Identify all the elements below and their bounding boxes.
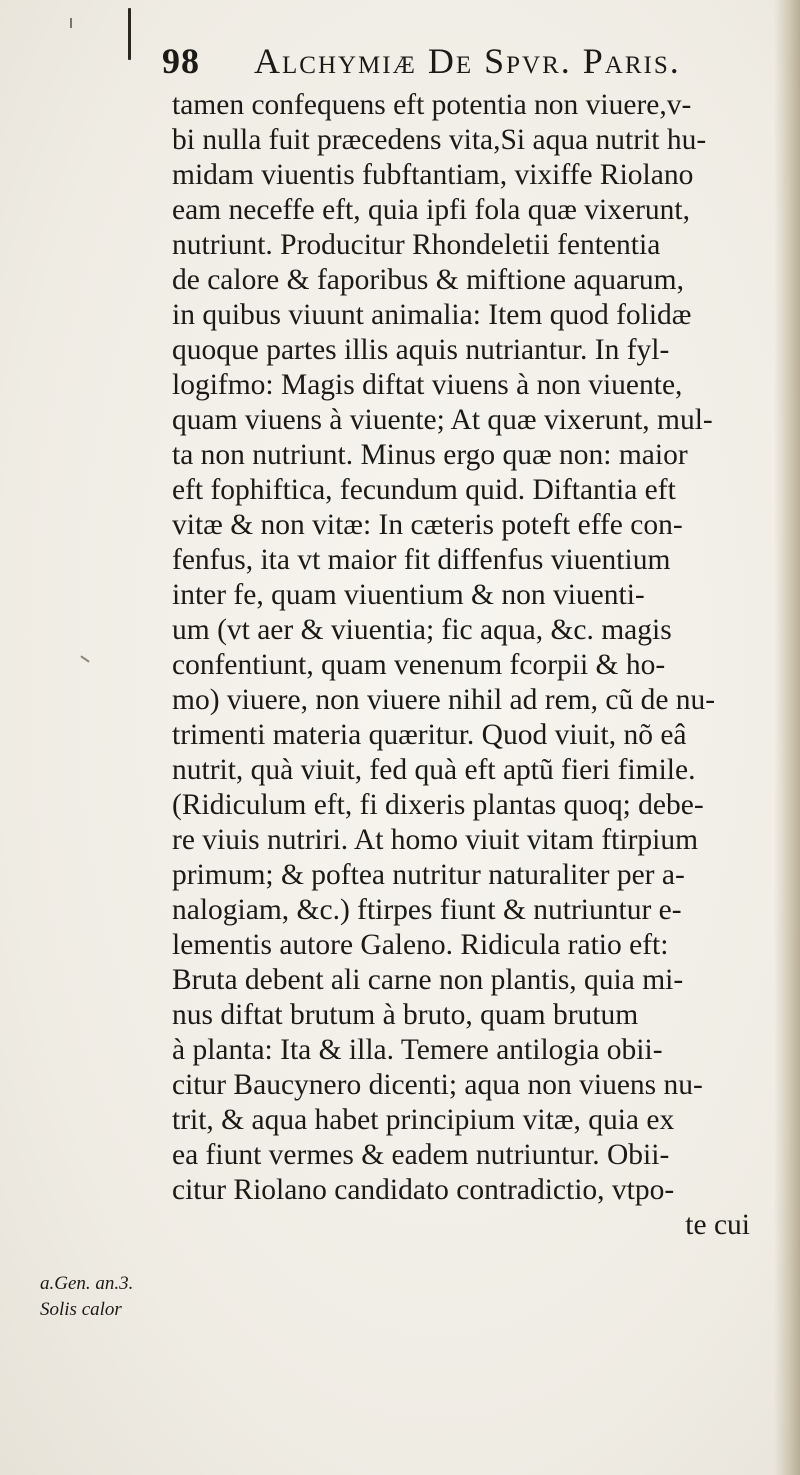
running-title: Alchymiæ De Spvr. Paris. — [254, 41, 681, 81]
running-header — [162, 40, 762, 86]
page-number: 98 — [162, 41, 200, 81]
text-line: inter fe, quam viuentium & non viuenti- — [172, 579, 645, 611]
text-line: vitæ & non vitæ: In cæteris poteft effe con- — [172, 509, 683, 541]
text-line: quoque partes illis aquis nutriantur. In fyl- — [172, 334, 670, 366]
text-line: in quibus viuunt animalia: Item quod folidæ — [172, 299, 692, 331]
text-line: de calore & faporibus & miftione aquarum, — [172, 264, 684, 296]
text-line: primum; & poftea nutritur naturaliter per a- — [172, 859, 685, 891]
text-line: confentiunt, quam venenum fcorpii & ho- — [172, 649, 666, 681]
binding-mark — [128, 8, 131, 60]
text-line: re viuis nutriri. At homo viuit vitam ftirpium — [172, 824, 699, 856]
margin-note-topic: Solis calor — [40, 1299, 122, 1320]
text-line: à planta: Ita & illa. Temere antilogia obii- — [172, 1034, 663, 1066]
text-line: logifmo: Magis diftat viuens à non viuente, — [172, 369, 683, 401]
text-line: citur Baucynero dicenti; aqua non viuens nu- — [172, 1069, 703, 1101]
text-line: (Ridiculum eft, fi dixeris plantas quoq; debe- — [172, 789, 704, 821]
body-text — [172, 88, 772, 1243]
text-line: trimenti materia quæritur. Quod viuit, nõ eâ — [172, 719, 687, 751]
text-line: trit, & aqua habet principium vitæ, quia ex — [172, 1104, 675, 1136]
text-line: nus diftat brutum à bruto, quam brutum — [172, 999, 639, 1031]
margin-tick — [80, 655, 89, 662]
text-line: ta non nutriunt. Minus ergo quæ non: maior — [172, 439, 688, 471]
text-line: nutrit, quà viuit, fed quà eft aptũ fieri fimile. — [172, 754, 696, 786]
text-line: eam neceffe eft, quia ipfi fola quæ vixerunt, — [172, 194, 690, 226]
text-line: citur Riolano candidato contradictio, vtpo- — [172, 1174, 675, 1206]
text-line: ea fiunt vermes & eadem nutriuntur. Obii- — [172, 1139, 670, 1171]
margin-note-reference: a.Gen. an.3. — [40, 1273, 134, 1294]
text-line: quam viuens à viuente; At quæ vixerunt, mul- — [172, 404, 713, 436]
text-line: nalogiam, &c.) ftirpes fiunt & nutriuntur e- — [172, 894, 682, 926]
text-line: lementis autore Galeno. Ridicula ratio eft: — [172, 929, 669, 961]
text-line: fenfus, ita vt maior fit diffenfus viuentium — [172, 544, 671, 576]
text-line: Bruta debent ali carne non plantis, quia mi- — [172, 964, 684, 996]
text-line: bi nulla fuit præcedens vita,Si aqua nutrit hu- — [172, 124, 707, 156]
text-line: tamen confequens eft potentia non viuere,v- — [172, 89, 692, 121]
text-line: nutriunt. Producitur Rhondeletii fententia — [172, 229, 661, 261]
text-line: mo) viuere, non viuere nihil ad rem, cũ de nu- — [172, 684, 716, 716]
text-line: um (vt aer & viuentia; fic aqua, &c. magis — [172, 614, 672, 646]
text-line-catchword: te cui — [685, 1209, 750, 1241]
margin-speck — [70, 18, 72, 28]
text-line: eft fophiftica, fecundum quid. Diftantia eft — [172, 474, 676, 506]
text-line: midam viuentis fubftantiam, vixiffe Riolano — [172, 159, 694, 191]
page-edge-shadow — [774, 0, 800, 1475]
